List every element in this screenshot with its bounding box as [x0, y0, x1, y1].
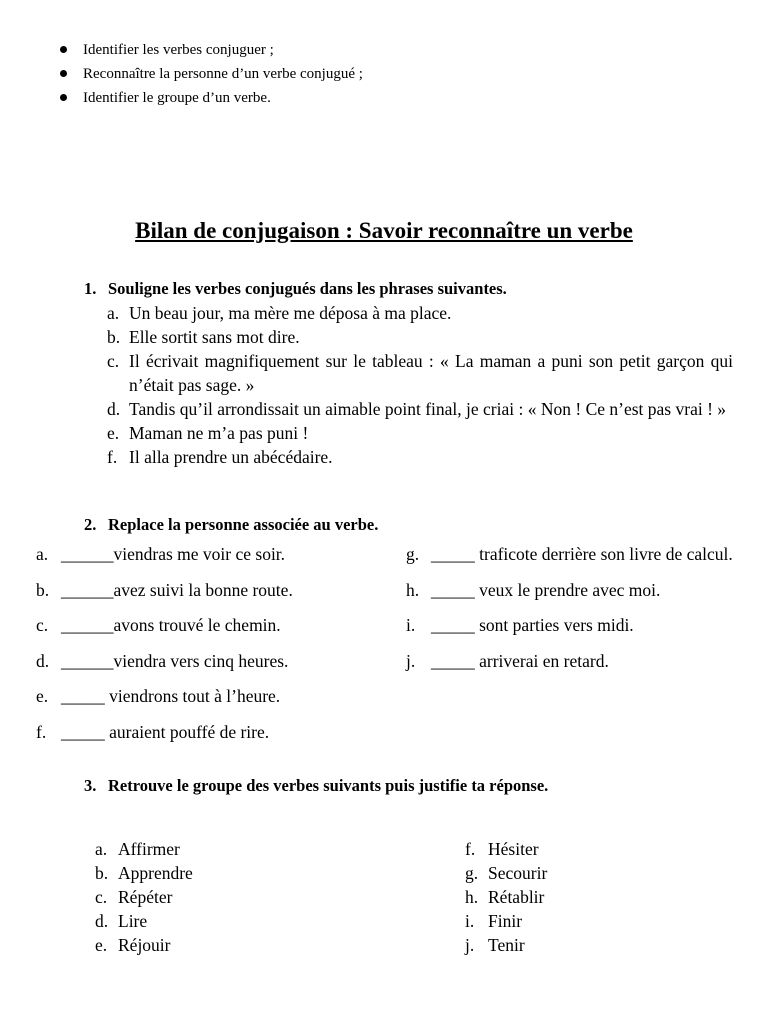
question-number: 2.	[84, 515, 97, 534]
item-letter: e.	[36, 686, 49, 706]
objective-item	[60, 38, 363, 62]
item-letter: e.	[95, 935, 108, 955]
item-letter: j.	[406, 650, 416, 671]
item-letter: h.	[465, 887, 479, 907]
list-item	[95, 933, 193, 957]
question-text: Replace la personne associée au verbe.	[108, 515, 379, 534]
bullet-icon	[60, 46, 67, 53]
item-letter: c.	[36, 615, 49, 635]
item-text: Apprendre	[118, 863, 193, 883]
bullet-icon	[60, 70, 67, 77]
objective-text: Identifier les verbes conjuguer ;	[83, 42, 274, 58]
item-text: Secourir	[488, 863, 548, 883]
item-text: ______avons trouvé le chemin.	[61, 615, 281, 635]
item-letter: d.	[95, 911, 109, 931]
item-text: _____ veux le prendre avec moi.	[431, 579, 661, 600]
list-item	[406, 644, 734, 680]
item-text: Tenir	[488, 935, 525, 955]
item-letter: f.	[36, 721, 47, 742]
objective-item	[60, 62, 363, 86]
question-3-left-column	[95, 837, 193, 957]
item-text: _____ sont parties vers midi.	[431, 615, 634, 635]
item-text: Lire	[118, 911, 148, 931]
list-item	[107, 325, 733, 349]
list-item	[465, 861, 547, 885]
question-3-heading	[84, 776, 548, 796]
bullet-icon	[60, 94, 67, 101]
question-text: Souligne les verbes conjugués dans les phrases suivantes.	[108, 279, 507, 298]
item-letter: g.	[465, 863, 479, 883]
item-letter: b.	[107, 327, 121, 347]
item-letter: b.	[36, 579, 50, 600]
question-3-right-column	[465, 837, 547, 957]
item-text: _____ arriverai en retard.	[431, 650, 609, 671]
question-1-list	[107, 301, 733, 469]
list-item	[95, 909, 193, 933]
item-text: Il alla prendre un abécédaire.	[129, 447, 333, 467]
objective-item	[60, 86, 363, 110]
item-text: _____ traficote derrière son livre de calcul.	[431, 544, 733, 564]
item-letter: h.	[406, 579, 420, 600]
list-item	[107, 421, 733, 445]
item-text: Rétablir	[488, 887, 545, 907]
list-item	[465, 933, 547, 957]
item-text: Réjouir	[118, 935, 171, 955]
item-letter: i.	[465, 911, 475, 931]
list-item	[36, 537, 366, 573]
item-text: ______viendra vers cinq heures.	[61, 650, 289, 671]
list-item	[36, 679, 366, 715]
item-letter: a.	[36, 544, 49, 564]
item-letter: d.	[107, 399, 121, 419]
list-item	[465, 909, 547, 933]
item-text: Un beau jour, ma mère me déposa à ma place.	[129, 303, 452, 323]
question-text: Retrouve le groupe des verbes suivants puis justifie ta réponse.	[108, 776, 549, 795]
question-2-left-column	[36, 537, 366, 750]
list-item	[406, 573, 734, 609]
objective-text: Reconnaître la personne d’un verbe conjugué ;	[83, 66, 363, 82]
item-text: ______viendras me voir ce soir.	[61, 544, 286, 564]
item-text: Répéter	[118, 887, 173, 907]
list-item	[36, 644, 366, 680]
question-number: 3.	[84, 776, 97, 795]
item-letter: d.	[36, 650, 50, 671]
item-text: Il écrivait magnifiquement sur le tableau : « La maman a puni son petit garçon qui n’était pas sage. »	[129, 351, 733, 395]
page-title: Bilan de conjugaison : Savoir reconnaître un verbe	[135, 218, 633, 243]
item-letter: a.	[107, 303, 120, 323]
item-text: Affirmer	[118, 839, 180, 859]
list-item	[36, 573, 366, 609]
item-letter: c.	[107, 351, 120, 371]
item-text: _____ auraient pouffé de rire.	[61, 721, 270, 742]
item-letter: f.	[107, 447, 118, 467]
list-item	[107, 301, 733, 325]
list-item	[406, 608, 734, 644]
list-item	[95, 885, 193, 909]
item-text: _____ viendrons tout à l’heure.	[61, 686, 281, 706]
question-number: 1.	[84, 279, 97, 298]
list-item	[465, 885, 547, 909]
item-letter: i.	[406, 615, 416, 635]
item-letter: g.	[406, 544, 420, 564]
item-letter: a.	[95, 839, 108, 859]
item-letter: b.	[95, 863, 109, 883]
item-text: Maman ne m’a pas puni !	[129, 423, 309, 443]
list-item	[95, 837, 193, 861]
objective-text: Identifier le groupe d’un verbe.	[83, 90, 271, 106]
item-letter: f.	[465, 839, 476, 859]
list-item	[107, 397, 733, 421]
item-text: ______avez suivi la bonne route.	[61, 579, 293, 600]
list-item	[36, 715, 366, 751]
list-item	[107, 445, 733, 469]
item-letter: c.	[95, 887, 108, 907]
item-text: Tandis qu’il arrondissait un aimable point final, je criai : « Non ! Ce n’est pas vrai ! »	[129, 399, 727, 419]
item-letter: e.	[107, 423, 120, 443]
list-item	[107, 349, 733, 397]
question-2-heading	[84, 515, 378, 535]
list-item	[36, 608, 366, 644]
question-1-heading	[84, 279, 507, 299]
item-letter: j.	[465, 935, 475, 955]
objectives-list	[60, 38, 363, 110]
item-text: Elle sortit sans mot dire.	[129, 327, 300, 347]
question-2-right-column	[406, 537, 734, 679]
list-item	[465, 837, 547, 861]
list-item	[95, 861, 193, 885]
item-text: Hésiter	[488, 839, 539, 859]
list-item	[406, 537, 734, 573]
item-text: Finir	[488, 911, 523, 931]
